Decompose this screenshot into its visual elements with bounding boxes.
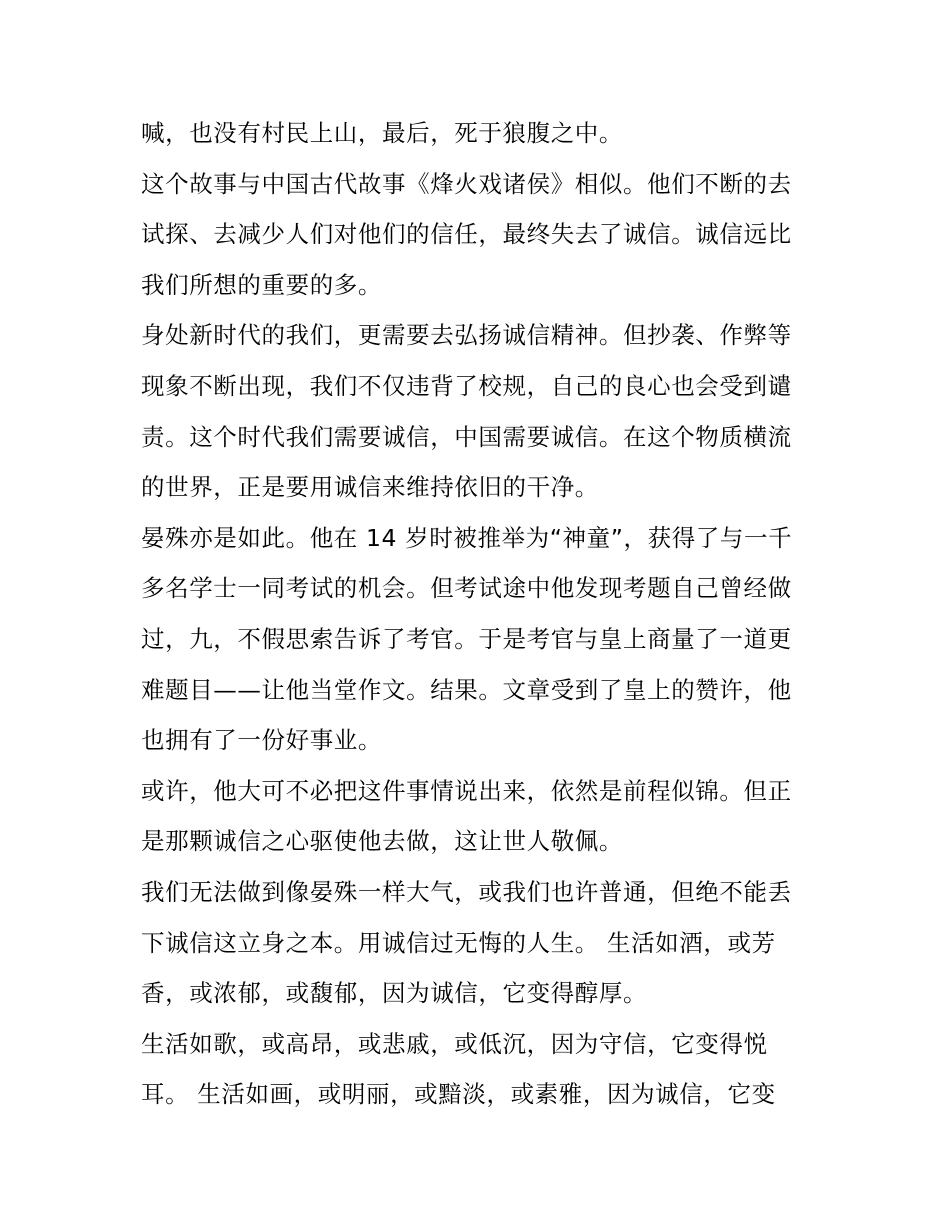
text-line: 试探、去减少人们对他们的信任，最终失去了诚信。诚信远比: [141, 220, 792, 249]
text-line: 生活如歌，或高昂，或悲戚，或低沉，因为守信，它变得悦: [141, 1029, 768, 1058]
text-line: 或许，他大可不必把这件事情说出来，依然是前程似锦。但正: [141, 776, 792, 805]
text-line: 过，九，不假思索告诉了考官。于是考官与皇上商量了一道更: [141, 624, 792, 653]
text-line: 香，或浓郁，或馥郁，因为诚信，它变得醇厚。: [141, 979, 648, 1008]
text-line: 的世界，正是要用诚信来维持依旧的干净。: [141, 473, 599, 502]
text-line: 责。这个时代我们需要诚信，中国需要诚信。在这个物质横流: [141, 422, 792, 451]
text-line: 喊，也没有村民上山，最后，死于狼腹之中。: [141, 119, 623, 147]
body-text: [141, 108, 821, 1120]
text-line: 下诚信这立身之本。用诚信过无悔的人生。 生活如酒，或芳: [141, 928, 776, 957]
text-line: 晏殊亦是如此。他在 14 岁时被推举为“神童”，获得了与一千: [141, 523, 793, 552]
text-line: 多名学士一同考试的机会。但考试途中他发现考题自己曾经做: [141, 574, 792, 603]
text-line: 难题目——让他当堂作文。结果。文章受到了皇上的赞许，他: [141, 675, 792, 704]
text-line: 这个故事与中国古代故事《烽火戏诸侯》相似。他们不断的去: [141, 169, 792, 198]
text-line: 我们无法做到像晏殊一样大气，或我们也许普通，但绝不能丢: [141, 877, 792, 906]
text-line: 身处新时代的我们，更需要去弘扬诚信精神。但抄袭、作弊等: [141, 321, 792, 350]
text-line: 耳。 生活如画，或明丽，或黯淡，或素雅，因为诚信，它变: [141, 1080, 776, 1109]
text-line: 也拥有了一份好事业。: [141, 726, 382, 755]
text-line: 是那颗诚信之心驱使他去做，这让世人敬佩。: [141, 827, 623, 856]
text-line: 现象不断出现，我们不仅违背了校规，自己的良心也会受到谴: [141, 371, 792, 400]
text-line: 我们所想的重要的多。: [141, 270, 382, 299]
